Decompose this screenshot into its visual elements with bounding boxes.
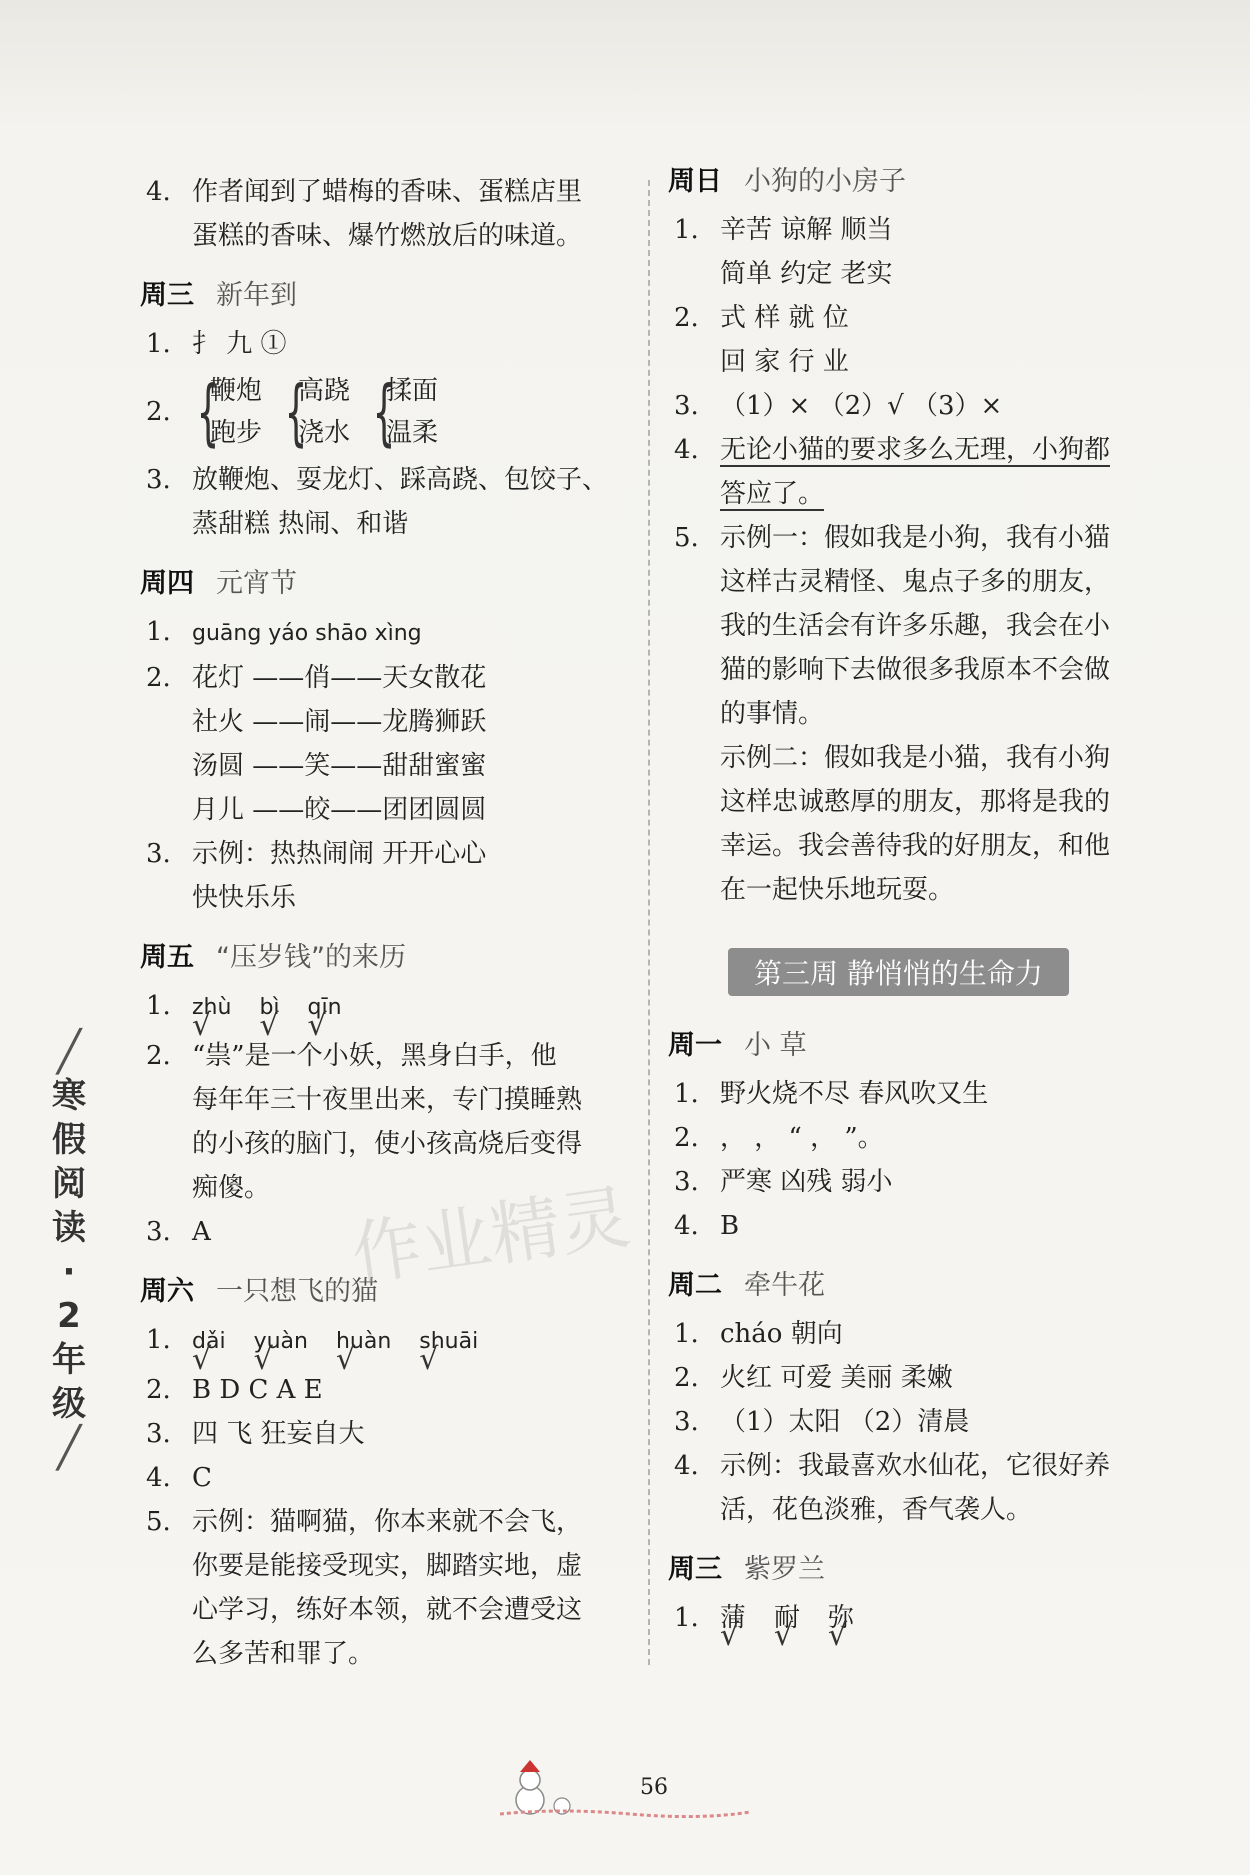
answer-item-cont: 在一起快乐地玩耍。 (720, 875, 955, 905)
section-header-thu: 周四 元宵节 (140, 568, 297, 599)
brace-answer: 2. { 鞭炮 跑步 { 高跷 浇水 { 揉面 温柔 (146, 370, 439, 454)
answer-item: 5. 示例一：假如我是小狗，我有小猫 (674, 523, 1111, 553)
answer-item: 2. 花灯 ——俏——天女散花 (146, 663, 487, 693)
answer-item: 1. 蒲 √ 耐 √ 弥 √ (668, 1596, 1168, 1640)
answer-item: 1. cháo 朝向 (674, 1319, 843, 1349)
column-divider (648, 180, 650, 1665)
answer-item: 3. 严寒 凶残 弱小 (674, 1167, 893, 1197)
section-header-mon: 周一 小 草 (668, 1030, 807, 1061)
answer-item: 3. A (146, 1217, 211, 1247)
section-header-tue: 周二 牵牛花 (668, 1270, 825, 1301)
answer-item-cont: 痴傻。 (192, 1173, 271, 1203)
watermark: 作业精灵 (346, 1175, 636, 1297)
answer-item: 2. B D C A E (146, 1375, 323, 1405)
answer-item-cont: 的小孩的脑门，使小孩高烧后变得 (192, 1129, 583, 1159)
answer-item-cont: 蒸甜糕 热闹、和谐 (192, 509, 409, 539)
answer-item-cont: 示例二：假如我是小猫，我有小狗 (720, 743, 1111, 773)
answer-item: 4. 作者闻到了蜡梅的香味、蛋糕店里 (146, 177, 583, 207)
section-header-sat: 周六 一只想飞的猫 (140, 1276, 378, 1307)
answer-item-cont: 简单 约定 老实 (720, 259, 893, 289)
answer-item-cont: 社火 ——闹——龙腾狮跃 (192, 707, 487, 737)
answer-item-cont: 汤圆 ——笑——甜甜蜜蜜 (192, 751, 487, 781)
answer-item: 5. 示例：猫啊猫，你本来就不会飞， (146, 1507, 583, 1537)
answer-item: 1. 扌 九 ① (146, 329, 287, 359)
answer-item: 3. 放鞭炮、耍龙灯、踩高跷、包饺子、 (146, 465, 609, 495)
answer-item: 2. 火红 可爱 美丽 柔嫩 (674, 1363, 953, 1393)
answer-item: 2. “祟”是一个小妖，黑身白手，他 (146, 1041, 557, 1071)
week-banner: 第三周 静悄悄的生命力 (728, 948, 1069, 996)
answer-item-cont: 答应了。 (720, 479, 825, 509)
answer-item: 3. （1）× （2）√ （3）× (674, 391, 1003, 421)
section-header-wed2: 周三 紫罗兰 (668, 1554, 825, 1585)
answer-item: 3. 四 飞 狂妄自大 (146, 1419, 365, 1449)
answer-item-cont: 蛋糕的香味、爆竹燃放后的味道。 (192, 221, 583, 251)
answer-item-cont: 猫的影响下去做很多我原本不会做 (720, 655, 1111, 685)
side-tag: ╱ 寒 假 阅 读 · 2 年 级 ╱ (52, 1029, 86, 1471)
answer-item-cont: 的事情。 (720, 699, 825, 729)
answer-item-cont: 每年年三十夜里出来，专门摸睡熟 (192, 1085, 583, 1115)
answer-item-cont: 回 家 行 业 (720, 347, 849, 377)
answer-item: 3. 示例：热热闹闹 开开心心 (146, 839, 487, 869)
snowman-decoration (500, 1758, 750, 1818)
answer-item: 4. 无论小猫的要求多么无理，小狗都 (674, 435, 1111, 465)
answer-item-cont: 活，花色淡雅，香气袭人。 (720, 1495, 1033, 1525)
answer-item: 1. guāng yáo shāo xìng (146, 617, 422, 647)
left-column (140, 170, 640, 1676)
answer-item-cont: 你要是能接受现实，脚踏实地，虚 (192, 1551, 583, 1581)
section-header-fri: 周五 “压岁钱”的来历 (140, 942, 406, 973)
answer-item: 3. （1）太阳 （2）清晨 (674, 1407, 970, 1437)
answer-item-cont: 心学习，练好本领，就不会遭受这 (192, 1595, 583, 1625)
answer-item: 4. B (674, 1211, 740, 1241)
right-column (668, 166, 1168, 1640)
answer-item-cont: 幸运。我会善待我的好朋友，和他 (720, 831, 1111, 861)
answer-item-cont: 这样古灵精怪、鬼点子多的朋友， (720, 567, 1111, 597)
answer-item: 1. 野火烧不尽 春风吹又生 (674, 1079, 989, 1109)
answer-item-cont: 我的生活会有许多乐趣，我会在小 (720, 611, 1111, 641)
section-header-sun: 周日 小狗的小房子 (668, 166, 906, 197)
answer-item: 2. ， ， “ ， ”。 (674, 1123, 884, 1153)
answer-item-cont: 这样忠诚憨厚的朋友，那将是我的 (720, 787, 1111, 817)
answer-item: 1. dǎi √ yuàn √ huàn √ shuāi √ (140, 1318, 640, 1368)
answer-item: 4. 示例：我最喜欢水仙花，它很好养 (674, 1451, 1111, 1481)
section-header-wed: 周三 新年到 (140, 280, 297, 311)
page-number: 56 (640, 1775, 668, 1800)
answer-item: 4. C (146, 1463, 212, 1493)
answer-item: 1. 辛苦 谅解 顺当 (674, 215, 893, 245)
answer-item-cont: 快快乐乐 (192, 883, 297, 913)
answer-item: 1. zhù √ bì √ qīn √ (140, 984, 640, 1034)
answer-item: 2. 式 样 就 位 (674, 303, 849, 333)
answer-item-cont: 月儿 ——皎——团团圆圆 (192, 795, 487, 825)
answer-item-cont: 么多苦和罪了。 (192, 1639, 375, 1669)
